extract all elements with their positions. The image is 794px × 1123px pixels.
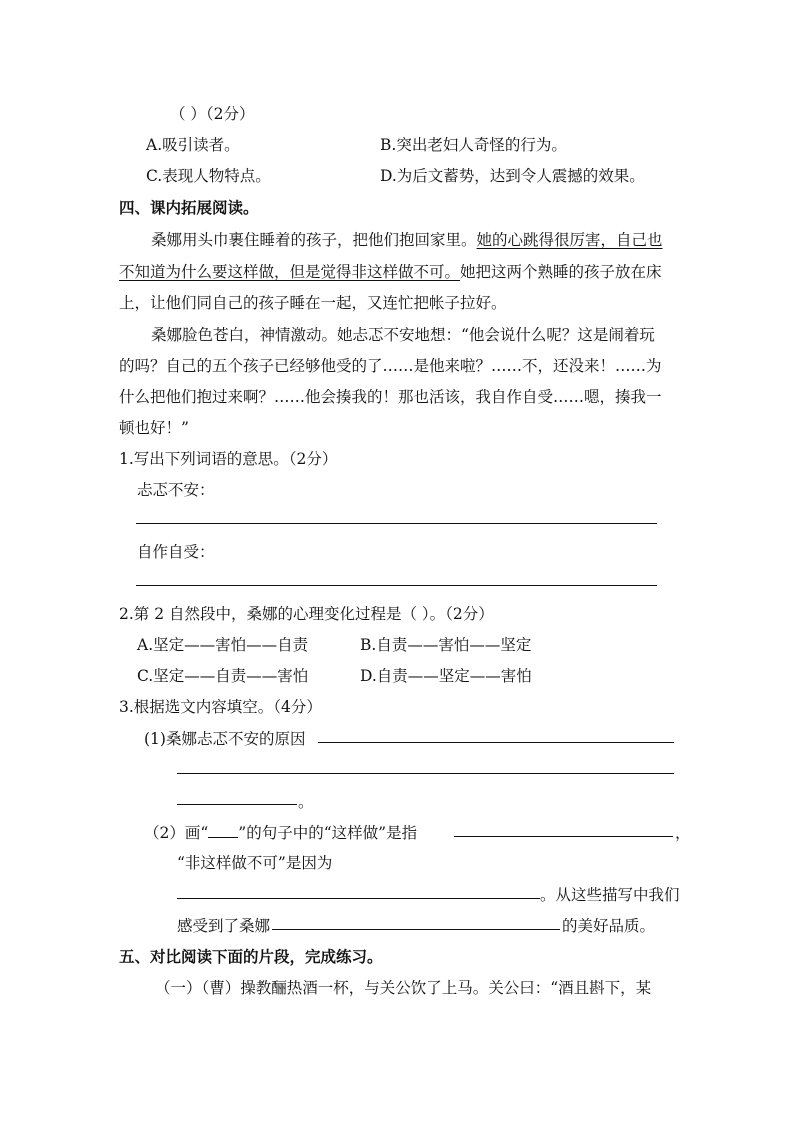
q2-option-c: C.坚定——自责——害怕 [137,667,309,685]
question-1-title: 1.写出下列词语的意思。（2分） [119,450,338,468]
section-5-title: 五、对比阅读下面的片段，完成练习。 [119,947,383,966]
answer-line-q3-1c[interactable] [177,804,297,805]
answer-line-q3-2b[interactable] [177,898,540,899]
q2-option-b: B.自责——害怕——坚定 [360,636,532,654]
answer-line-word-1[interactable] [136,523,657,524]
q3-sub2-label: （2）画“ [144,824,209,842]
word-2-label: 自作自受： [137,543,215,561]
section-5-passage: （一）（曹）操教酾热酒一杯，与关公饮了上马。关公曰：“酒且斟下，某 [155,979,652,997]
q3-sub1-end: 。 [298,793,314,811]
q3-sub2-line3-end: 。从这些描写中我们 [540,886,680,904]
passage-p1-line1 [151,229,663,251]
q3-sub2-line2: “非这样做不可”是因为 [177,854,333,872]
answer-line-q3-1a[interactable] [318,742,674,743]
option-c: C.表现人物特点。 [146,167,271,185]
passage-p2-line1: 桑娜脸色苍白，神情激动。她忐忑不安地想：“他会说什么呢？这是闹着玩 [151,326,655,344]
q3-sub2-line4-end: 的美好品质。 [562,917,656,935]
section-4-title: 四、课内拓展阅读。 [119,198,259,217]
q3-sub2-line4-start: 感受到了桑娜 [177,917,271,935]
q3-sub2-label-b: ”的句子中的“这样做”是指 [238,824,418,842]
q3-sub2-line1 [144,822,417,844]
passage-p2-line2: 的吗？自己的五个孩子已经够他受的了……是他来啦？……不，还没来！……为 [119,357,662,375]
answer-line-q3-2c[interactable] [272,929,560,930]
passage-p2-line3: 什么把他们抱过来啊？……他会揍我的！那也活该，我自作自受……嗯，揍我一 [119,388,662,406]
q3-sub1-label: (1)桑娜忐忑不安的原因 [144,730,306,748]
word-1-label: 忐忑不安： [137,481,215,499]
option-b: B.突出老妇人奇怪的行为。 [380,136,567,154]
underlined-sentence: 她的心跳得很厉害，自己也 [476,231,663,249]
passage-text: 桑娜用头巾裹住睡着的孩子，把他们抱回家里。 [151,231,477,249]
underline-mark [208,823,238,838]
q2-option-a: A.坚定——害怕——自责 [137,636,309,654]
option-d: D.为后文蓄势，达到令人震撼的效果。 [380,167,645,185]
answer-line-q3-2a[interactable] [454,836,673,837]
passage-p1-line3: 上，让他们同自己的孩子睡在一起，又连忙把帐子拉好。 [119,294,507,312]
q3-sub2-comma: ， [675,824,691,842]
answer-line-q3-1b[interactable] [177,773,674,774]
question-score: （ ）（2分） [170,105,255,123]
q2-option-d: D.自责——坚定——害怕 [360,667,532,685]
question-3-title: 3.根据选文内容填空。（4分） [119,698,322,716]
answer-line-word-2[interactable] [136,585,657,586]
underlined-sentence: 不知道为什么要这样做，但是觉得非这样做不可。 [119,263,461,281]
question-2-title: 2.第 2 自然段中，桑娜的心理变化过程是（ ）。（2分） [119,605,494,623]
option-a: A.吸引读者。 [146,136,240,154]
passage-p2-line4: 顿也好！” [119,419,189,437]
passage-text: 她把这两个熟睡的孩子放在床 [460,263,662,281]
passage-p1-line2 [119,261,662,283]
